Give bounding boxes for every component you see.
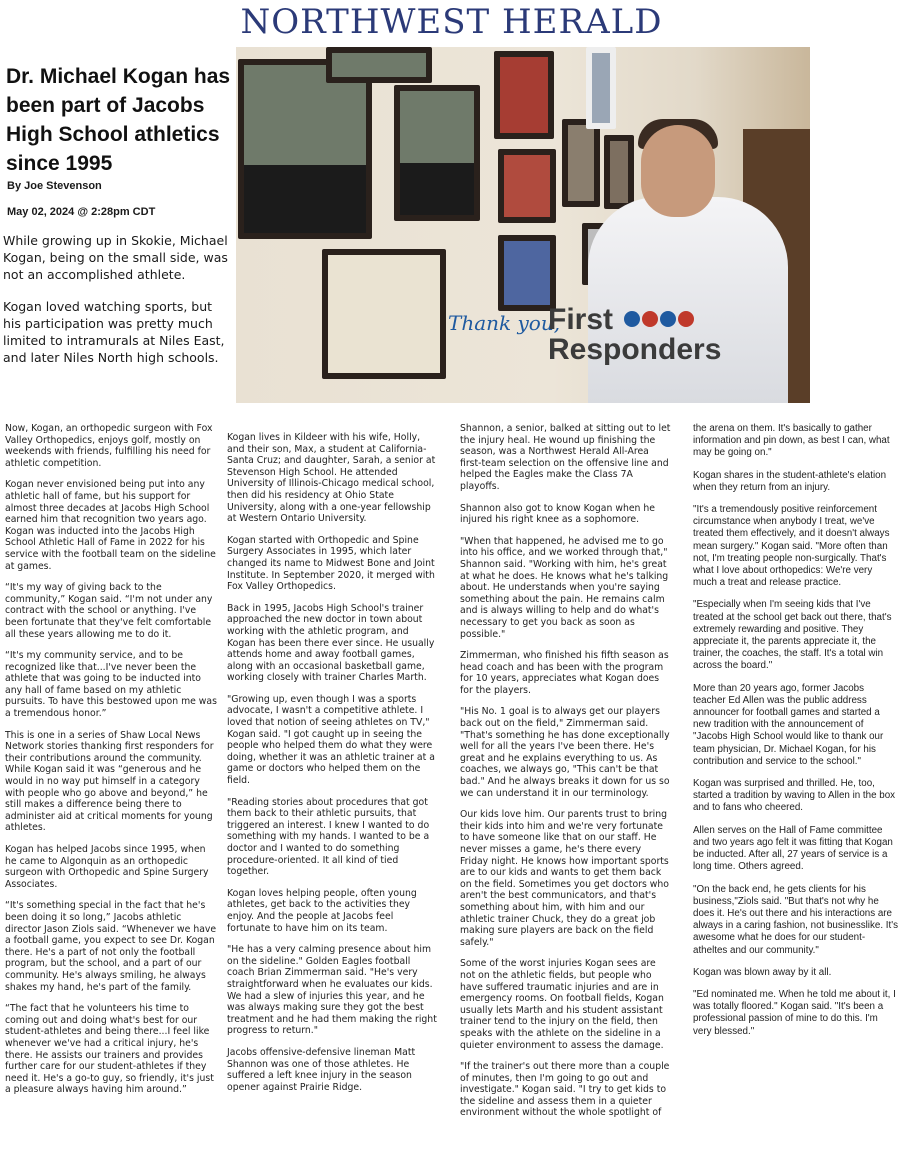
badge-icon (624, 311, 640, 327)
paragraph: “It's my way of giving back to the community,” Kogan said. “I'm not under any contract with the school or anything. I've been fortunate that they've felt comfortable all these years allowing me to do it. (5, 582, 213, 640)
thank-you-script: Thank you, (448, 311, 561, 335)
paragraph: "It's a tremendously positive reinforcement circumstance when anybody I treat, we've treated them effectively, and it doesn't always mean surgery." Kogan said. "More often than not, I'm treating people non-surgically. That's what I love about orthopedics: We're very much a treat and release practice. (693, 504, 890, 589)
photo-frame (326, 47, 432, 83)
paragraph: “It's my community service, and to be recognized like that...I've never been the athlete that was going to be inducted into any hall of fame based on my athletic pursuits. To have this bestowed upon me was a tremendous honor.” (5, 650, 217, 720)
masthead: NORTHWEST HERALD (240, 2, 663, 42)
article-column-1 (5, 423, 217, 1106)
paragraph: "Reading stories about procedures that got them back to their athletic pursuits, that triggered an interest. I knew I wanted to do something with my hands. I wanted to be a doctor and I wanted to do something procedure-oriented. It all kind of tied together. (227, 796, 430, 878)
paragraph: Kogan was surprised and thrilled. He, too, started a tradition by waving to Allen in the box and to fans who cheered. (693, 778, 896, 814)
paragraph: "Especially when I'm seeing kids that I've treated at the school get back out there, that's extremely rewarding and positive. They appreciate it, the parents appreciate it, the trainer, the coaches, the staff. It's a total win across the board." (693, 599, 892, 672)
lede (3, 232, 231, 381)
paragraph: Kogan has helped Jacobs since 1995, when he came to Algonquin as an orthopedic surgeon with Orthopedic and Spine Surgery Associates. (5, 844, 209, 890)
paragraph: Allen serves on the Hall of Fame committee and two years ago felt it was fitting that Kogan be inducted. After all, 27 years of service is a long time. Others agreed. (693, 824, 893, 873)
paragraph: "On the back end, he gets clients for his business,"Ziols said. "But that's not why he does it. He's out there and his interactions are always in a caring fashion, not businesslike. It's awesome what he does for our student-atheltes and our community." (693, 883, 898, 956)
article-column-4 (693, 423, 898, 1048)
article-column-2 (227, 432, 439, 1103)
paragraph: This is one in a series of Shaw Local News Network stories thanking first responders for their contributions around the community. While Kogan said it was “generous and he would in no way put himself in a category with people who go above and beyond,” he still makes a difference being there to administer aid at critical moments for young athletes. (5, 729, 214, 834)
photo-frame (394, 85, 480, 221)
badge-icon (660, 311, 676, 327)
article-headline: Dr. Michael Kogan has been part of Jacobs High School athletics since 1995 (6, 65, 231, 175)
photo-frame (562, 119, 600, 207)
paragraph: Now, Kogan, an orthopedic surgeon with Fox Valley Orthopedics, enjoys golf, mostly on weekends with friends, fulfilling his need for athletic competition. (5, 423, 213, 469)
doctor-head (641, 125, 715, 217)
first-text: First (548, 303, 614, 336)
paragraph: “It's something special in the fact that he's been doing it so long,” Jacobs athletic director Jason Ziols said. “Whenever we have a football game, you expect to see Dr. Kogan there. He's a part of not only the football program, but the school, and a part of our community. He's always smiling, he always shakes my hand, he's part of the family. (5, 900, 217, 993)
paragraph: "Growing up, even though I was a sports advocate, I wasn't a competitive athlete. I loved that notion of seeing athletes on TV," Kogan said. "I got caught up in seeing the people who helped them do what they were doing, whether it was an athletic trainer at a game or doctors who helped them on the field. (227, 693, 435, 787)
paragraph: Back in 1995, Jacobs High School's trainer approached the new doctor in town about working with the athletic program, and Kogan has been there ever since. He usually attends home and away football games, along with an occasional basketball game, working closely with trainer Charles Marth. (227, 602, 435, 684)
paragraph: Zimmerman, who finished his fifth season as head coach and has been with the program for 10 years, appreciates what Kogan does for the players. (460, 650, 669, 696)
paragraph: Kogan started with Orthopedic and Spine Surgery Associates in 1995, which later changed its name to Midwest Bone and Joint Institute. In September 2020, it merged with Fox Valley Orthopedics. (227, 534, 435, 593)
photo-frame (498, 235, 556, 311)
paragraph: "His No. 1 goal is to always get our players back out on the field," Zimmerman said. "That's something he has done exceptionally well for all the years I've been there. He's great and he explains everything to us. As coaches, we always go, "This can't be that bad." And he always breaks it down for us so we can understand it in our terminology. (460, 706, 670, 799)
photo-frame (494, 51, 554, 139)
photo-frame (498, 149, 556, 223)
responder-badges (624, 311, 696, 331)
badge-icon (642, 311, 658, 327)
photo-frame (322, 249, 446, 379)
paragraph: Some of the worst injuries Kogan sees are not on the athletic fields, but people who have suffered traumatic injuries and are in emergency rooms. On football fields, Kogan usually lets Marth and his student assistant trainer tend to the injury on the field, then speaks with the athlete on the sideline in a quieter environment to assess the damage. (460, 958, 664, 1051)
photo-frame (586, 47, 616, 129)
paragraph: Kogan was blown away by it all. (693, 966, 832, 978)
article-photo (236, 47, 810, 403)
article-column-3 (460, 423, 672, 1129)
doctor-coat (588, 197, 788, 403)
photo-frame (604, 135, 634, 209)
paragraph: Kogan loves helping people, often young athletes, get back to the activities they enjoy. And the people at Jacobs feel fortunate to have him on its team. (227, 887, 417, 934)
paragraph: Our kids love him. Our parents trust to bring their kids into him and we're very fortunate to have someone like that on our staff. He never misses a game, he's there every Friday night. He knows how important sports are to our kids and wants to get them back on the field. Sometimes you get doctors who aren't the best communicators, and that's something about him, with him and our athletic trainer Chuck, they do a great job making sure players are back on the field safely." (460, 809, 669, 948)
lede-paragraph: Kogan loved watching sports, but his participation was pretty much limited to intramurals at Niles East, and later Niles North high schools. (3, 299, 225, 365)
responders-text: Responders (548, 333, 722, 366)
paragraph: "Ed nominated me. When he told me about it, I was totally floored." Kogan said. "It's been a professional passion of mine to do this. I'm very blessed." (693, 988, 896, 1037)
photo-frame (238, 59, 372, 239)
lede-paragraph: While growing up in Skokie, Michael Kogan, being on the small side, was not an accomplished athlete. (3, 233, 228, 282)
paragraph: Kogan lives in Kildeer with his wife, Holly, and their son, Max, a student at California-Santa Cruz; and daughter, Sarah, a senior at Stevenson High School. He attended University of Illinois-Chicago medical school, then did his residency at Ohio State University, along with a one-year fellowship at Western Ontario University. (227, 432, 436, 525)
byline: By Joe Stevenson (7, 180, 102, 192)
dateline: May 02, 2024 @ 2:28pm CDT (7, 206, 156, 218)
paragraph: Shannon also got to know Kogan when he injured his right knee as a sophomore. (460, 502, 656, 526)
paragraph: "When that happened, he advised me to go into his office, and we worked through that," Shannon said. "Working with him, he's great at what he does. He knows what he's talking about. He understands when you're saying something about the pain. He remains calm and is always willing to help and do what's necessary to get you back as soon as possible." (460, 535, 669, 640)
paragraph: “The fact that he volunteers his time to coming out and doing what's best for our student-athletes and being there...I feel like whenever we've had a critical injury, he's there. He assists our trainers and provides further care for our student-athletes if they need it. He's a go-to guy, so friendly, it's just a pleasure always having him around.” (5, 1003, 214, 1096)
badge-icon (678, 311, 694, 327)
paragraph: Shannon, a senior, balked at sitting out to let the injury heal. He wound up finishing the season, was a Northwest Herald All-Area first-team selection on the offensive line and helped the Eagles make the Class 7A playoffs. (460, 423, 671, 492)
paragraph: "If the trainer's out there more than a couple of minutes, then I'm going to go out and investigate." Kogan said. "I try to get kids to the sideline and assess them in a quieter environment without the whole spotlight of (460, 1061, 670, 1119)
paragraph: Jacobs offensive-defensive lineman Matt Shannon was one of those athletes. He suffered a left knee injury in the season opener against Prairie Ridge. (227, 1046, 416, 1093)
paragraph: More than 20 years ago, former Jacobs teacher Ed Allen was the public address announcer for football games and started a new tradition with the announcement of "Jacobs High School would like to thank our team physician, Dr. Michael Kogan, for his contribution and service to the school." (693, 682, 884, 767)
thank-you-first-responders-logo (448, 305, 748, 367)
paragraph: Kogan never envisioned being put into any athletic hall of fame, but his support for almost three decades at Jacobs High School earned him that recognition two years ago. Kogan was inducted into the Jacobs High School Athletic Hall of Fame in 2022 for his service with the football team on the sideline at games. (5, 479, 216, 572)
paragraph: the arena on them. It's basically to gather information and pin down, as best I can, what may be going on." (693, 423, 890, 459)
paragraph: "He has a very calming presence about him on the sideline." Golden Eagles football coach Brian Zimmerman said. "He's very straightforward when he evaluates our kids. We had a slew of injuries this year, and he was always making sure they got the best treatment and he had them making the right progress to return." (227, 944, 437, 1037)
paragraph: Kogan shares in the student-athlete's elation when they return from an injury. (693, 469, 887, 493)
